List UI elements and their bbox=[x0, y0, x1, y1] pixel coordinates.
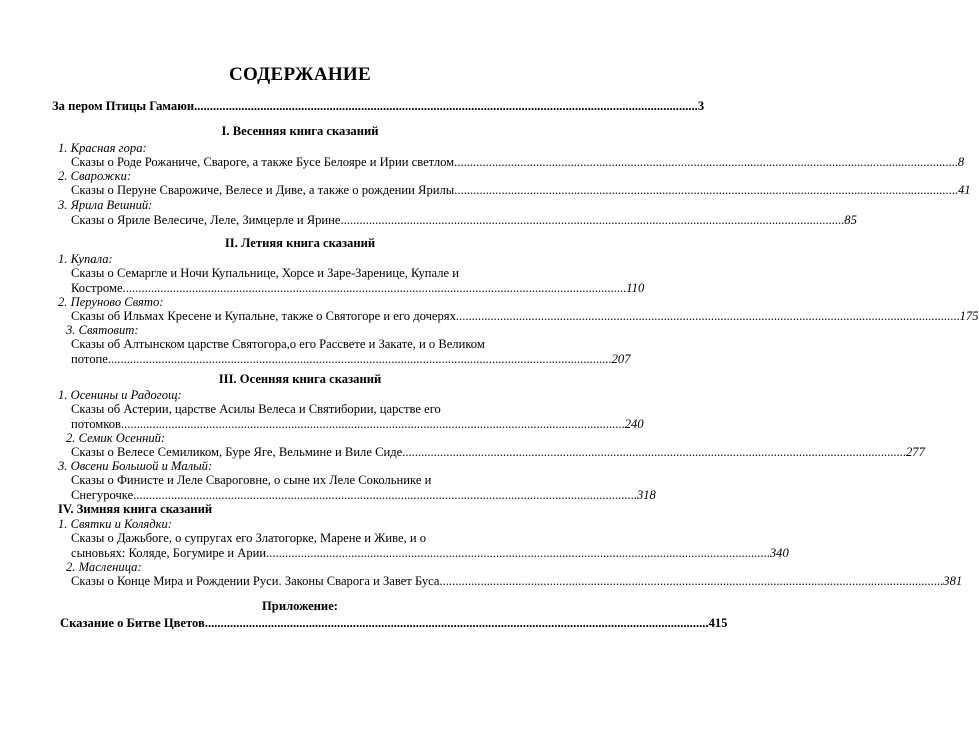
toc-appendix bbox=[60, 616, 728, 631]
entry-page: 8 bbox=[957, 155, 965, 169]
section-heading-2: II. Летняя книга сказаний bbox=[224, 236, 376, 250]
entry-text-continued: потопе bbox=[71, 352, 108, 366]
entry-text: Сказы об Алтынском царстве Святогора,о его Рассвете и Закате, и о Великом bbox=[71, 337, 485, 351]
leader-dots: ................................................................................................................................................................ bbox=[133, 488, 637, 502]
entry-text: Сказы об Ильмах Кресене и Купальне, также о Святогоре и его дочерях bbox=[71, 309, 456, 323]
toc-intro bbox=[52, 99, 705, 114]
entry-text-continued: Снегурочке bbox=[71, 488, 134, 502]
chapter-category: 1. Святки и Колядки: bbox=[58, 517, 172, 531]
entry-text-continued: сыновьях: Коляде, Богумире и Арии bbox=[71, 546, 267, 560]
entry-page: 240 bbox=[624, 417, 644, 431]
section-heading-3: III. Осенняя книга сказаний bbox=[218, 372, 382, 386]
entry-page: 277 bbox=[905, 445, 925, 459]
entry-page: 175 bbox=[959, 309, 979, 323]
entry-text: Сказы о Конце Мира и Рождении Руси. Законы Сварога и Завет Буса bbox=[71, 574, 440, 588]
toc-entry bbox=[71, 155, 965, 170]
section-heading-1: I. Весенняя книга сказаний bbox=[221, 124, 379, 138]
entry-text: Сказы о Семаргле и Ночи Купальнице, Хорсе и Заре-Заренице, Купале и bbox=[71, 266, 459, 280]
entry-text: Сказы о Роде Рожаниче, Свароге, а также Бусе Белояре и Ирии светлом bbox=[71, 155, 455, 169]
toc-intro-page: 3 bbox=[697, 99, 705, 113]
toc-entry bbox=[71, 574, 963, 589]
toc-entry bbox=[71, 309, 979, 324]
leader-dots: ................................................................................................................................................................ bbox=[122, 281, 627, 295]
entry-page: 340 bbox=[769, 546, 789, 560]
entry-text: Сказы об Астерии, царстве Асилы Велеса и Святибории, царстве его bbox=[71, 402, 441, 416]
entry-page: 318 bbox=[636, 488, 656, 502]
leader-dots: ................................................................................................................................................................ bbox=[455, 309, 960, 323]
appendix-heading: Приложение: bbox=[262, 599, 338, 613]
chapter-category: 2. Семик Осенний: bbox=[66, 431, 166, 445]
chapter-category: 3. Ярила Вешний: bbox=[58, 198, 153, 212]
leader-dots: ................................................................................................................................................................ bbox=[340, 213, 845, 227]
leader-dots: ................................................................................................................................................................ bbox=[266, 546, 770, 560]
leader-dots: ................................................................................................................................................................ bbox=[194, 99, 698, 113]
chapter-category: 2. Сварожки: bbox=[58, 169, 132, 183]
chapter-category: 1. Купала: bbox=[58, 252, 113, 266]
leader-dots: ................................................................................................................................................................ bbox=[120, 417, 625, 431]
toc-appendix-label: Сказание о Битве Цветов bbox=[60, 616, 205, 630]
section-heading-4: IV. Зимняя книга сказаний bbox=[58, 502, 213, 516]
entry-page: 110 bbox=[626, 281, 645, 295]
page-title: СОДЕРЖАНИЕ bbox=[229, 64, 371, 85]
entry-text: Сказы о Велесе Семиликом, Буре Яге, Вельмине и Виле Сиде bbox=[71, 445, 403, 459]
leader-dots: ................................................................................................................................................................ bbox=[204, 616, 709, 630]
toc-entry bbox=[71, 337, 631, 367]
toc-entry bbox=[71, 473, 656, 503]
toc-entry bbox=[71, 445, 925, 460]
chapter-category: 2. Масленица: bbox=[66, 560, 142, 574]
entry-page: 85 bbox=[844, 213, 857, 227]
entry-page: 207 bbox=[611, 352, 631, 366]
entry-text: Сказы о Финисте и Леле Свароговне, о сыне их Леле Сокольнике и bbox=[71, 473, 432, 487]
toc-entry bbox=[71, 266, 645, 296]
leader-dots: ................................................................................................................................................................ bbox=[454, 183, 958, 197]
chapter-category: 3. Святовит: bbox=[66, 323, 139, 337]
leader-dots: ................................................................................................................................................................ bbox=[439, 574, 944, 588]
entry-text: Сказы о Яриле Велесиче, Леле, Зимцерле и Ярине bbox=[71, 213, 341, 227]
entry-page: 41 bbox=[958, 183, 971, 197]
toc-appendix-page: 415 bbox=[708, 616, 728, 630]
chapter-category: 1. Осенины и Радогощ: bbox=[58, 388, 182, 402]
toc-intro-label: За пером Птицы Гамаюн bbox=[52, 99, 195, 113]
toc-entry bbox=[71, 183, 971, 198]
toc-entry bbox=[71, 402, 644, 432]
toc-entry bbox=[71, 213, 857, 228]
chapter-category: 3. Овсени Большой и Малый: bbox=[58, 459, 213, 473]
chapter-category: 1. Красная гора: bbox=[58, 141, 147, 155]
entry-text: Сказы о Перуне Сварожиче, Велесе и Диве, а также о рождении Ярилы bbox=[71, 183, 455, 197]
leader-dots: ................................................................................................................................................................ bbox=[454, 155, 958, 169]
leader-dots: ................................................................................................................................................................ bbox=[107, 352, 612, 366]
entry-text-continued: потомков bbox=[71, 417, 121, 431]
chapter-category: 2. Перуново Свято: bbox=[58, 295, 164, 309]
toc-entry bbox=[71, 531, 789, 561]
entry-text: Сказы о Дажьбоге, о супругах его Златогорке, Марене и Живе, и о bbox=[71, 531, 427, 545]
entry-text-continued: Костроме bbox=[71, 281, 123, 295]
entry-page: 381 bbox=[943, 574, 963, 588]
leader-dots: ................................................................................................................................................................ bbox=[402, 445, 906, 459]
